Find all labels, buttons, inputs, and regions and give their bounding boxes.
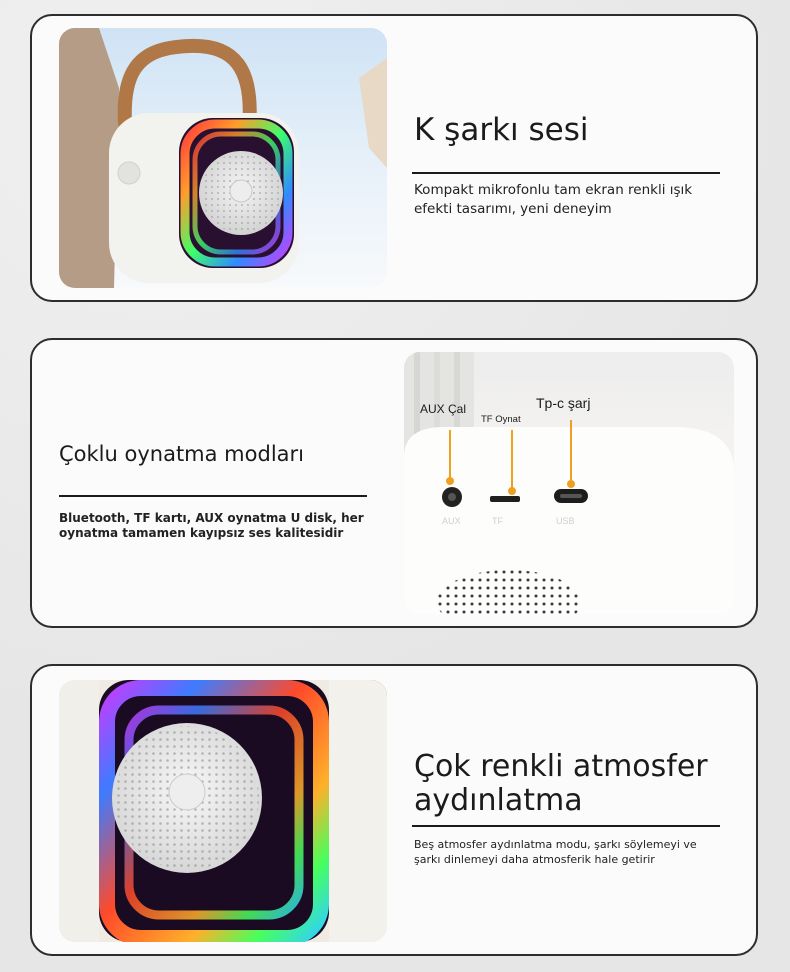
section-title: K şarkı sesi xyxy=(414,112,589,148)
tf-port-label: TF Oynat xyxy=(481,414,521,425)
aux-port-label: AUX Çal xyxy=(420,402,467,416)
feature-card-karaoke xyxy=(30,14,758,302)
section-description: Bluetooth, TF kartı, AUX oynatma U disk, her oynatma tamamen kayıpsız ses kalitesidir xyxy=(59,511,364,540)
speaker-ports-photo xyxy=(404,352,734,614)
svg-text:USB: USB xyxy=(556,516,575,526)
divider xyxy=(412,825,720,827)
section-title: Çok renkli atmosfer aydınlatma xyxy=(414,749,708,818)
section-description: Beş atmosfer aydınlatma modu, şarkı söylemeyi ve şarkı dinlemeyi daha atmosferik hale getirir xyxy=(414,838,697,866)
ports-illustration xyxy=(404,352,734,614)
section-description: Kompakt mikrofonlu tam ekran renkli ışık efekti tasarımı, yeni deneyim xyxy=(414,182,693,217)
lighting-illustration xyxy=(59,680,387,942)
speaker-illustration xyxy=(59,28,387,288)
feature-card-lighting xyxy=(30,664,758,956)
svg-text:TF: TF xyxy=(492,516,503,526)
section-title: Çoklu oynatma modları xyxy=(59,442,304,466)
feature-card-play-modes xyxy=(30,338,758,628)
svg-text:AUX: AUX xyxy=(442,516,461,526)
divider xyxy=(59,495,367,497)
divider xyxy=(412,172,720,174)
typec-port-label: Tp-c şarj xyxy=(536,395,591,411)
speaker-photo-handle xyxy=(59,28,387,288)
speaker-lighting-photo xyxy=(59,680,387,942)
